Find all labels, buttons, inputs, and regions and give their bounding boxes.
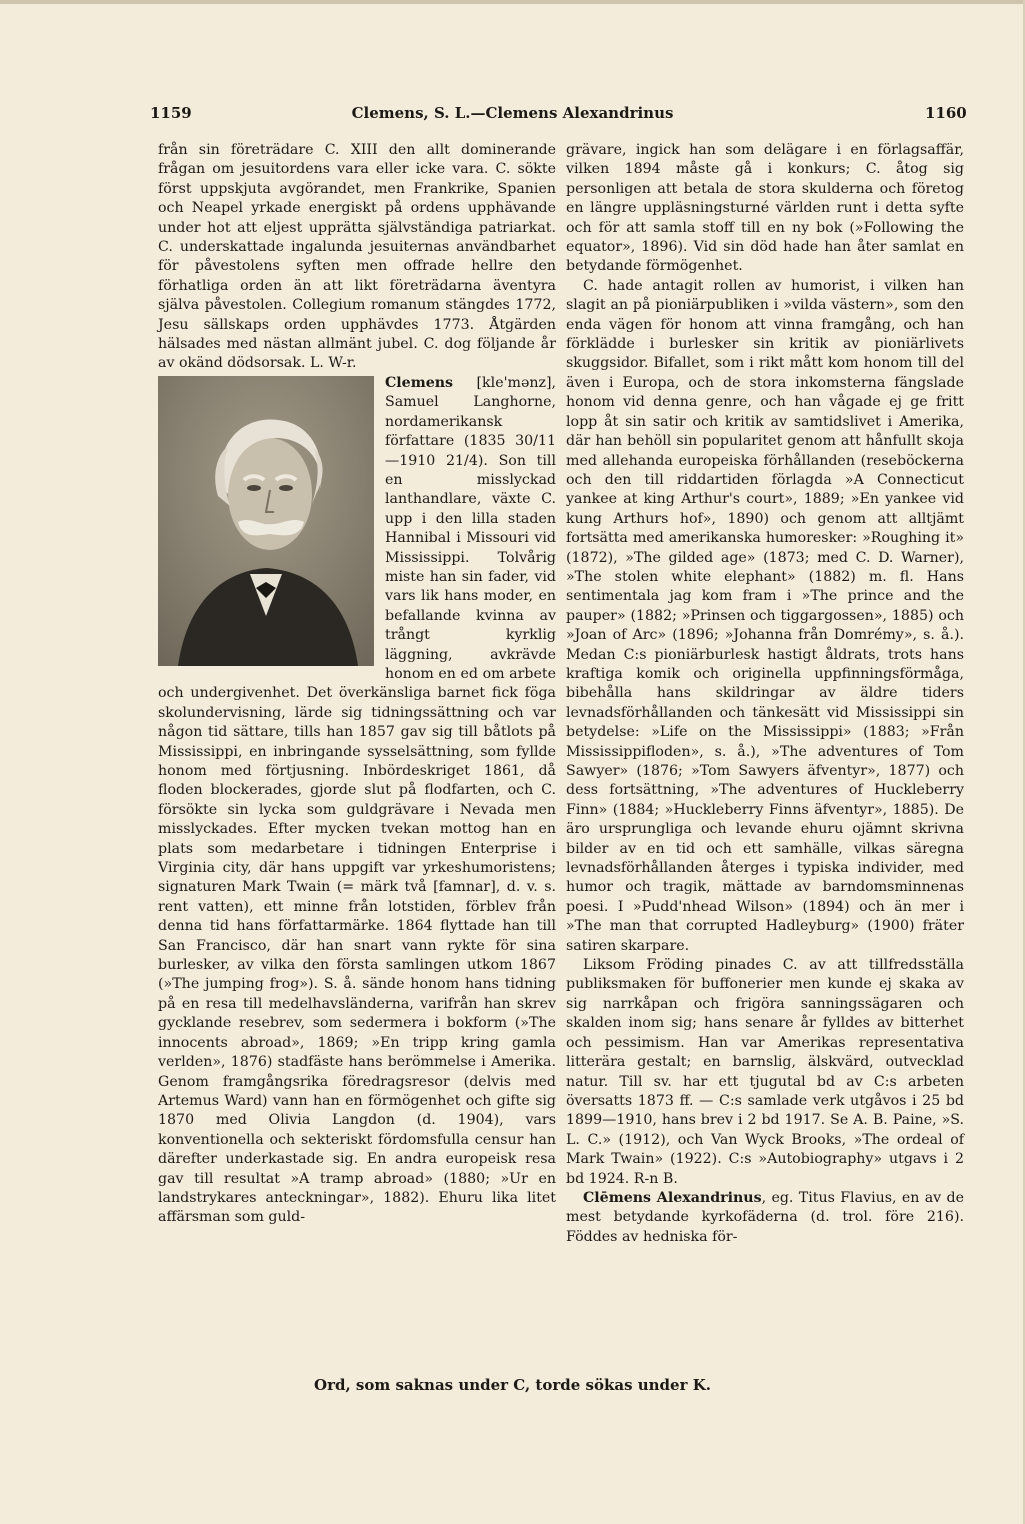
headword: Clemens [385,374,454,391]
page-edge [0,0,1025,4]
entry-text: , eg. Titus Flavius, en av de mest betydande kyrkofäderna (d. trol. före 216). Föddes av hedniska för- [566,1189,965,1245]
page-number-left: 1159 [150,104,192,122]
paragraph: från sin företrädare C. XIII den allt dominerande frågan om jesuitordens vara eller icke vara. C. sökte först uppskjuta avgörandet, men Frankrike, Spanien och Neapel yrkade energiskt på ordens upphävande under hot att eljest upprätta självständiga patriarkat. C. underskattade ingalunda jesuiternas användbarhet för påvestolens syften men offrade hellre den förhatliga orden än att likt företrädarna äventyra själva påvestolen. Collegium romanum stängdes 1772, Jesu sällskaps orden upphävdes 1773. Åtgärden hälsades med nästan allmänt jubel. C. dog följande år av okänd dödsorsak. L. W-r. [158,142,556,372]
portrait-photo [158,376,374,666]
right-column [566,141,964,1247]
paragraph: Liksom Fröding pinades C. av att tillfredsställa publiksmaken för buffonerier men kunde ej skaka av sig narrkåpan och frigöra sanningssägaren och skalden inom sig; hans senare år fylldes av bitterhet och pessimism. Han var Amerikas representativa litterära gestalt; en barnslig, älskvärd, outvecklad natur. Till sv. har ett tjugutal bd av C:s arbeten översatts 1873 ff. — C:s samlade verk utgåvos i 25 bd 1899—1910, hans brev i 2 bd 1917. Se A. B. Paine, »S. L. C.» (1912), och Van Wyck Brooks, »The ordeal of Mark Twain» (1922). C:s »Autobiography» utgavs i 2 bd 1924. R-n B. [566,957,964,1187]
running-title: Clemens, S. L.—Clemens Alexandrinus [351,104,674,122]
entry-text: [kle'mənz], Samuel Langhorne, nordamerikansk författare (1835 30/11—1910 21/4). Son till en misslyckad lanthandlare, växte C. upp i den lilla staden Hannibal i Missouri vid Mississippi. Tolvårig miste han sin fader, vid vars lik hans moder, en befallande kvinna av trångt kyrklig läggning, avkrävde honom en ed om arbete och undergivenhet. Det överkänsliga barnet fick föga skolundervisning, lärde sig tidningssättning och var någon tid sättare, tills han 1857 gav sig till båtlots på Mississippi, en inbringande sysselsättning, som fyllde honom med förtjusning. Inbördeskriget 1861, då floden blockerades, gjorde slut på flodfarten, och C. försökte sin lycka som guldgrävare i Nevada men misslyckades. Efter mycken tvekan mottog han en plats som medarbetare i tidningen Enterprise i Virginia city, där hans uppgift var yrkeshumoristens; signaturen Mark Twain (= märk två [famnar], d. v. s. rent vatten), ett minne från lotstiden, förblev från denna tid hans författarmärke. 1864 flyttade han till San Francisco, där han snart vann rykte för sina burlesker, av vilka den första samlingen utkom 1867 (»The jumping frog»). S. å. sände honom hans tidning på en resa till medelhavsländerna, varifrån han skrev gycklande resebrev, som sedermera i bokform (»The innocents abroad», 1869; »En tripp kring gamla verlden», 1876) stadfäste hans berömmelse i Amerika. Genom framgångsrika föredragsresor (delvis med Artemus Ward) vann han en förmögenhet och gifte sig 1870 med Olivia Langdon (d. 1904), vars konventionella och sekteriskt fördomsfulla censur han därefter underkastade sig. En andra europeisk resa gav till resultat »A tramp abroad» (1880; »Ur en landstrykares anteckningar», 1882). Ehuru lika litet affärsman som guld- [158,374,556,1226]
paragraph: C. hade antagit rollen av humorist, i vilken han slagit an på pioniärpubliken i »vilda västern», som den enda vägen för honom att vinna framgång, och han förklädde i burlesker sin kritik av pioniärlivets skuggsidor. Bifallet, som i rikt mått kom honom till del även i Europa, och de stora inkomsterna fängslade honom vid denna genre, och han vågade ej ge fritt lopp åt sin satir och kritik av samtidslivet i Amerika, där han behöll sin popularitet genom att hånfullt skoja med allehanda europeiska förhållanden (reseböckerna och den till riddartiden förlagda »A Connecticut yankee at king Arthur's court», 1889; »En yankee vid kung Arthurs hof», 1890) och genom att alltjämt fortsätta med amerikanska humoresker: »Roughing it» (1872), »The gilded age» (1873; med C. D. Warner), »The stolen white elephant» (1882) m. fl. Hans sentimentala jag kom fram i »The prince and the pauper» (1882; »Prinsen och tiggargossen», 1885) och »Joan of Arc» (1896; »Johanna från Domrémy», s. å.). Medan C:s pioniärburlesk hastigt åldrats, trots hans kraftiga komik och originella uppfinningsförmåga, bibehålla hans skildringar av äldre tiders levnadsförhållanden och tänkesätt vid Mississippi sin betydelse: »Life on the Mississippi» (1883; »Från Mississippifloden», s. å.), »The adventures of Tom Sawyer» (1876; »Tom Sawyers äfventyr», 1877) och dess fortsättning, »The adventures of Huckleberry Finn» (1884; »Huckleberry Finns äfventyr», 1885). De äro ursprungliga och levande ehuru ojämnt skrivna bilder av en tid och ett samhälle, vilkas säregna levnadsförhållanden återges i typiska individer, med humor och tragik, mättade av barndomsminnenas poesi. I »Pudd'nhead Wilson» (1894) och än mer i »The man that corrupted Hadleyburg» (1900) fräter satiren skarpare. [566,277,964,954]
headword: Clēmens Alexandrinus [583,1189,762,1206]
entry-clemens-alexandrinus [566,1189,964,1247]
left-column [158,141,556,1228]
footer-note: Ord, som saknas under C, torde sökas under K. [314,1376,711,1394]
page-number-right: 1160 [925,104,967,122]
paragraph: grävare, ingick han som delägare i en förlagsaffär, vilken 1894 måste gå i konkurs; C. åtog sig personligen att betala de stora skulderna och företog en längre uppläsningsturné världen runt i detta syfte och för att samla stoff till en ny bok (»Following the equator», 1896). Vid sin död hade han åter samlat en betydande förmögenhet. [566,142,964,275]
running-header [0,104,1025,134]
